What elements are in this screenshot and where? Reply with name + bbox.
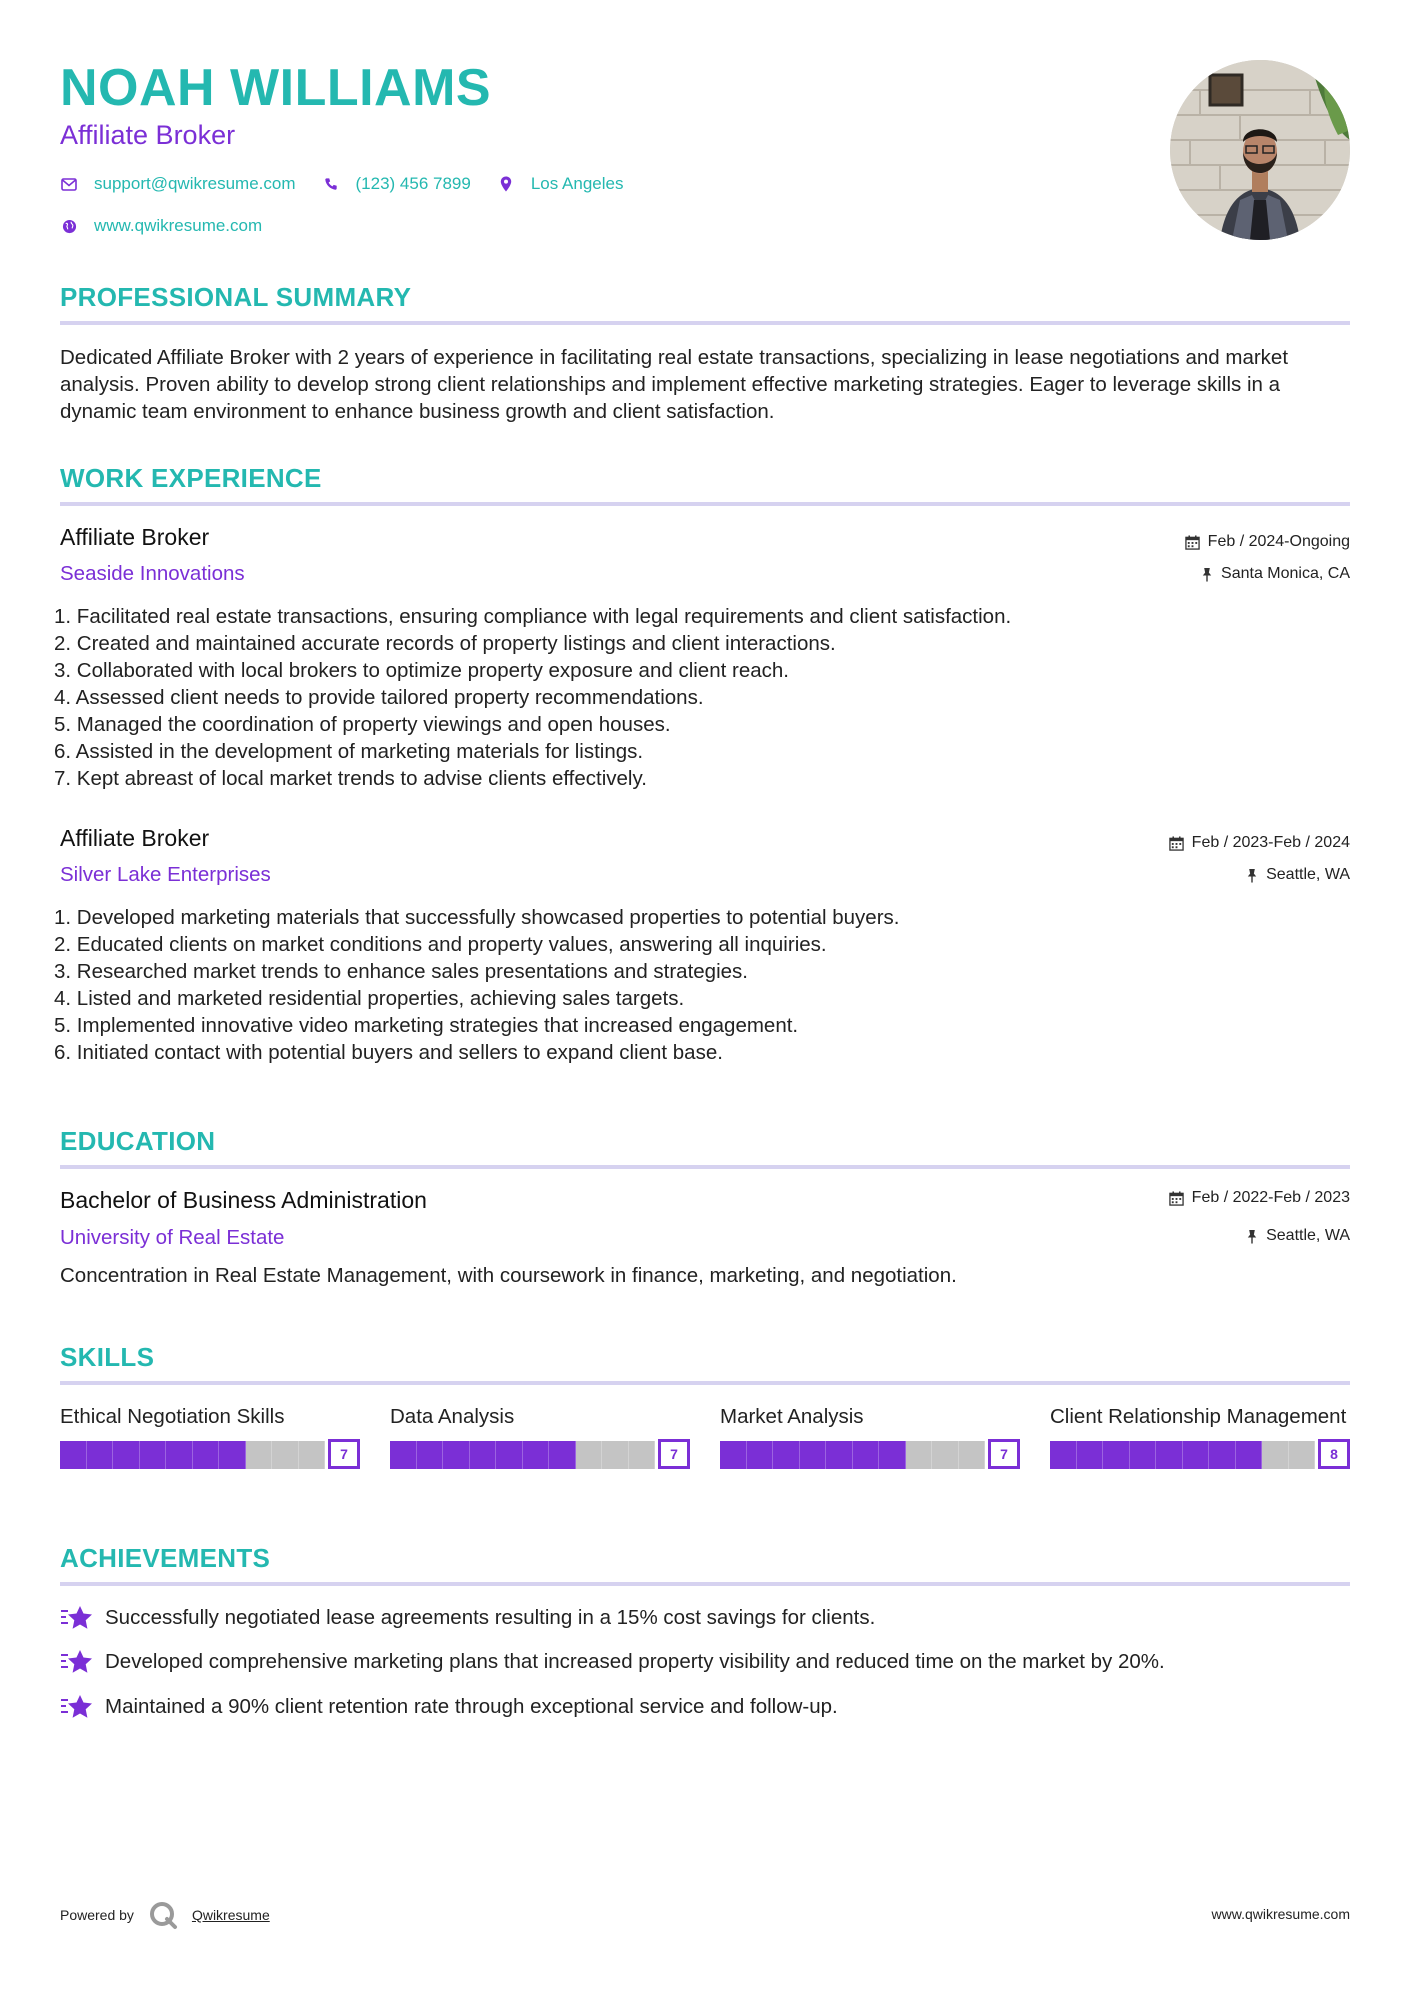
- list-item: 2. Created and maintained accurate records of property listings and client interactions.: [54, 632, 836, 655]
- job-title: Affiliate Broker: [60, 524, 210, 550]
- skill-segment-filled: [87, 1441, 114, 1469]
- list-item: 5. Implemented innovative video marketing strategies that increased engagement.: [54, 1014, 799, 1037]
- job-date: [1169, 834, 1350, 852]
- skill-segment-filled: [1183, 1441, 1210, 1469]
- skill-item: [60, 1403, 360, 1471]
- list-item: 3. Collaborated with local brokers to optimize property exposure and client reach.: [54, 659, 789, 682]
- skill-item: [390, 1403, 690, 1471]
- skill-segment-empty: [932, 1441, 959, 1469]
- skill-score-badge: 7: [328, 1439, 360, 1469]
- list-item: 4. Assessed client needs to provide tailored property recommendations.: [54, 686, 704, 709]
- education-location-text: Seattle, WA: [1266, 1227, 1350, 1244]
- skill-segment-filled: [747, 1441, 774, 1469]
- skill-segment-filled: [549, 1441, 576, 1469]
- skill-name: Data Analysis: [390, 1405, 515, 1428]
- email-text: support@qwikresume.com: [94, 174, 296, 193]
- achievement-item: [60, 1605, 875, 1631]
- summary-text: Dedicated Affiliate Broker with 2 years of experience in facilitating real estate transactions, specializing in lease negotiations and market analysis. Proven ability to develop strong client relationships and implement effective marketing strategies. Eager to leverage skills in a dynamic team environment to enhance business growth and client satisfaction.: [60, 346, 1289, 423]
- experience-divider: [60, 502, 1350, 506]
- skill-segment-filled: [193, 1441, 220, 1469]
- footer-url[interactable]: www.qwikresume.com: [1211, 1906, 1350, 1922]
- skill-segment-empty: [602, 1441, 629, 1469]
- achievement-text: Successfully negotiated lease agreements resulting in a 15% cost savings for clients.: [105, 1606, 876, 1629]
- achievement-text: Developed comprehensive marketing plans that increased property visibility and reduced time on the market by 20%.: [105, 1650, 1165, 1673]
- job-date-text: Feb / 2024-Ongoing: [1207, 533, 1350, 550]
- skill-segment-filled: [219, 1441, 246, 1469]
- envelope-icon: [60, 175, 78, 193]
- achievement-item: [60, 1649, 1165, 1675]
- skill-segment-filled: [60, 1441, 87, 1469]
- list-item: 4. Listed and marketed residential properties, achieving sales targets.: [54, 987, 685, 1010]
- list-item: 6. Assisted in the development of marketing materials for listings.: [54, 740, 644, 763]
- skill-segment-empty: [959, 1441, 986, 1469]
- contact-row-primary: [60, 174, 649, 194]
- job-date-text: Feb / 2023-Feb / 2024: [1191, 834, 1350, 851]
- education-location: [1246, 1227, 1350, 1245]
- powered-by-label: Powered by: [60, 1907, 134, 1923]
- profile-photo: [1170, 60, 1350, 240]
- skill-segment-filled: [523, 1441, 550, 1469]
- candidate-role: Affiliate Broker: [60, 120, 236, 150]
- job-location-text: Seattle, WA: [1266, 866, 1350, 883]
- contact-phone[interactable]: [322, 174, 471, 194]
- calendar-icon: [1169, 1191, 1184, 1206]
- skill-segment-filled: [390, 1441, 417, 1469]
- skill-segment-filled: [1077, 1441, 1104, 1469]
- education-heading: EDUCATION: [60, 1126, 216, 1156]
- skill-segment-filled: [773, 1441, 800, 1469]
- achievements-divider: [60, 1582, 1350, 1586]
- phone-text: (123) 456 7899: [355, 174, 471, 193]
- qwikresume-link[interactable]: Qwikresume: [191, 1907, 270, 1923]
- list-item: 5. Managed the coordination of property viewings and open houses.: [54, 713, 671, 736]
- skill-level-bar: [720, 1441, 1020, 1471]
- skill-name: Market Analysis: [720, 1405, 864, 1428]
- skill-segment-filled: [720, 1441, 747, 1469]
- qwikresume-logo-icon: [148, 1900, 178, 1930]
- list-item: 6. Initiated contact with potential buyers and sellers to expand client base.: [54, 1041, 723, 1064]
- skill-segment-filled: [1130, 1441, 1157, 1469]
- job-responsibilities: [54, 603, 1350, 792]
- skill-level-bar: [60, 1441, 360, 1471]
- skill-segment-filled: [1236, 1441, 1263, 1469]
- skill-segment-filled: [879, 1441, 906, 1469]
- skill-segment-empty: [576, 1441, 603, 1469]
- skill-score-badge: 7: [658, 1439, 690, 1469]
- contact-row-secondary: [60, 216, 288, 236]
- job-date: [1185, 533, 1350, 551]
- achievements-heading: ACHIEVEMENTS: [60, 1543, 271, 1573]
- skill-segment-filled: [470, 1441, 497, 1469]
- skill-segment-empty: [1262, 1441, 1289, 1469]
- skill-segment-filled: [417, 1441, 444, 1469]
- skill-segment-empty: [246, 1441, 273, 1469]
- skill-name: Ethical Negotiation Skills: [60, 1405, 285, 1428]
- star-icon: [60, 1605, 94, 1631]
- skill-segment-filled: [113, 1441, 140, 1469]
- skill-segment-filled: [140, 1441, 167, 1469]
- star-icon: [60, 1694, 94, 1720]
- phone-icon: [322, 175, 340, 193]
- skill-item: [1050, 1403, 1350, 1471]
- website-text: www.qwikresume.com: [94, 216, 263, 235]
- experience-heading: WORK EXPERIENCE: [60, 463, 322, 493]
- skill-segment-filled: [826, 1441, 853, 1469]
- skill-segment-filled: [166, 1441, 193, 1469]
- skill-segment-empty: [272, 1441, 299, 1469]
- pushpin-icon: [1246, 1229, 1258, 1244]
- location-text: Los Angeles: [530, 174, 624, 193]
- list-item: 7. Kept abreast of local market trends to advise clients effectively.: [54, 767, 647, 790]
- calendar-icon: [1185, 535, 1200, 550]
- skill-segment-filled: [443, 1441, 470, 1469]
- pushpin-icon: [1246, 868, 1258, 883]
- job-company: Seaside Innovations: [60, 562, 245, 585]
- degree-title: Bachelor of Business Administration: [60, 1187, 427, 1213]
- skill-level-bar: [390, 1441, 690, 1471]
- achievement-item: [60, 1694, 838, 1720]
- job-company: Silver Lake Enterprises: [60, 863, 271, 886]
- job-title: Affiliate Broker: [60, 825, 210, 851]
- contact-website[interactable]: [60, 216, 262, 236]
- skill-level-bar: [1050, 1441, 1350, 1471]
- job-location: [1246, 866, 1350, 884]
- calendar-icon: [1169, 836, 1184, 851]
- contact-email[interactable]: [60, 174, 296, 194]
- summary-heading: PROFESSIONAL SUMMARY: [60, 282, 412, 312]
- pushpin-icon: [1201, 567, 1213, 582]
- contact-location: [497, 174, 624, 194]
- skill-segment-filled: [1209, 1441, 1236, 1469]
- skill-item: [720, 1403, 1020, 1471]
- skills-heading: SKILLS: [60, 1342, 155, 1372]
- skill-segment-empty: [1289, 1441, 1316, 1469]
- job-responsibilities: [54, 904, 1350, 1066]
- achievement-text: Maintained a 90% client retention rate through exceptional service and follow-up.: [105, 1695, 838, 1718]
- globe-icon: [60, 217, 78, 235]
- star-icon: [60, 1649, 94, 1675]
- list-item: 1. Facilitated real estate transactions, ensuring compliance with legal requirements and client satisfaction.: [54, 605, 1012, 628]
- skill-name: Client Relationship Management: [1050, 1405, 1347, 1428]
- skill-segment-filled: [1103, 1441, 1130, 1469]
- education-divider: [60, 1165, 1350, 1169]
- education-date-text: Feb / 2022-Feb / 2023: [1191, 1189, 1350, 1206]
- skill-segment-empty: [906, 1441, 933, 1469]
- skill-segment-empty: [629, 1441, 656, 1469]
- list-item: 3. Researched market trends to enhance sales presentations and strategies.: [54, 960, 748, 983]
- skill-score-badge: 7: [988, 1439, 1020, 1469]
- job-location: [1201, 565, 1350, 583]
- school-name: University of Real Estate: [60, 1226, 285, 1249]
- skill-segment-filled: [1156, 1441, 1183, 1469]
- candidate-name: NOAH WILLIAMS: [60, 59, 492, 117]
- education-description: Concentration in Real Estate Management, with coursework in finance, marketing, and negotiation.: [60, 1264, 957, 1287]
- footer-powered-by: [60, 1900, 270, 1930]
- resume-page: [54, 0, 1350, 1990]
- summary-divider: [60, 321, 1350, 325]
- skill-segment-filled: [496, 1441, 523, 1469]
- education-date: [1169, 1189, 1350, 1207]
- job-location-text: Santa Monica, CA: [1221, 565, 1350, 582]
- skills-divider: [60, 1381, 1350, 1385]
- skill-segment-filled: [800, 1441, 827, 1469]
- skill-segment-empty: [299, 1441, 326, 1469]
- list-item: 1. Developed marketing materials that successfully showcased properties to potential buyers.: [54, 906, 900, 929]
- skill-score-badge: 8: [1318, 1439, 1350, 1469]
- list-item: 2. Educated clients on market conditions and property values, answering all inquiries.: [54, 933, 827, 956]
- skill-segment-filled: [853, 1441, 880, 1469]
- skill-segment-filled: [1050, 1441, 1077, 1469]
- map-pin-icon: [497, 175, 515, 193]
